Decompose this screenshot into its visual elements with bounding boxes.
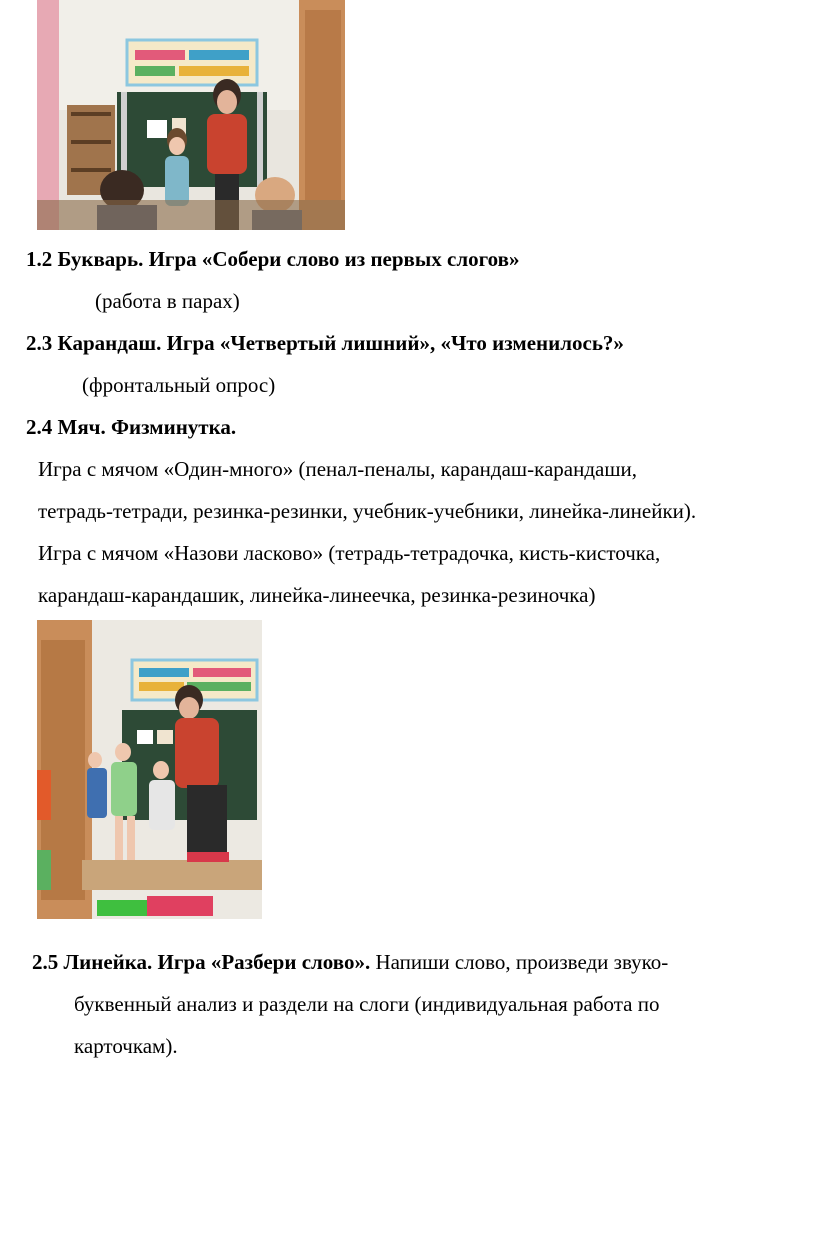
section-1-2-note: (работа в парах) <box>95 289 240 313</box>
classroom-photo-2 <box>37 620 262 919</box>
section-2-3-heading: 2.3 Карандаш. Игра «Четвертый лишний», «Что изменилось?» <box>26 331 624 355</box>
section-2-4-line: Игра с мячом «Назови ласково» (тетрадь-тетрадочка, кисть-кисточка, <box>38 541 661 565</box>
section-2-4-line: карандаш-карандашик, линейка-линеечка, резинка-резиночка) <box>38 583 596 607</box>
classroom-photo-1 <box>37 0 345 230</box>
section-2-3-note: (фронтальный опрос) <box>82 373 276 397</box>
section-2-4-line: Игра с мячом «Один-много» (пенал-пеналы, карандаш-карандаши, <box>38 457 638 481</box>
section-2-4-line: тетрадь-тетради, резинка-резинки, учебник-учебники, линейка-линейки). <box>38 499 697 523</box>
section-1-2-heading: 1.2 Букварь. Игра «Собери слово из первых слогов» <box>26 247 520 271</box>
section-2-5-line-2: буквенный анализ и раздели на слоги (индивидуальная работа по <box>74 992 660 1016</box>
section-2-5-line-3: карточкам). <box>74 1034 178 1058</box>
section-2-4-heading: 2.4 Мяч. Физминутка. <box>26 415 237 439</box>
section-2-5-line-1: 2.5 Линейка. Игра «Разбери слово». Напиши слово, произведи звуко- <box>32 950 669 974</box>
